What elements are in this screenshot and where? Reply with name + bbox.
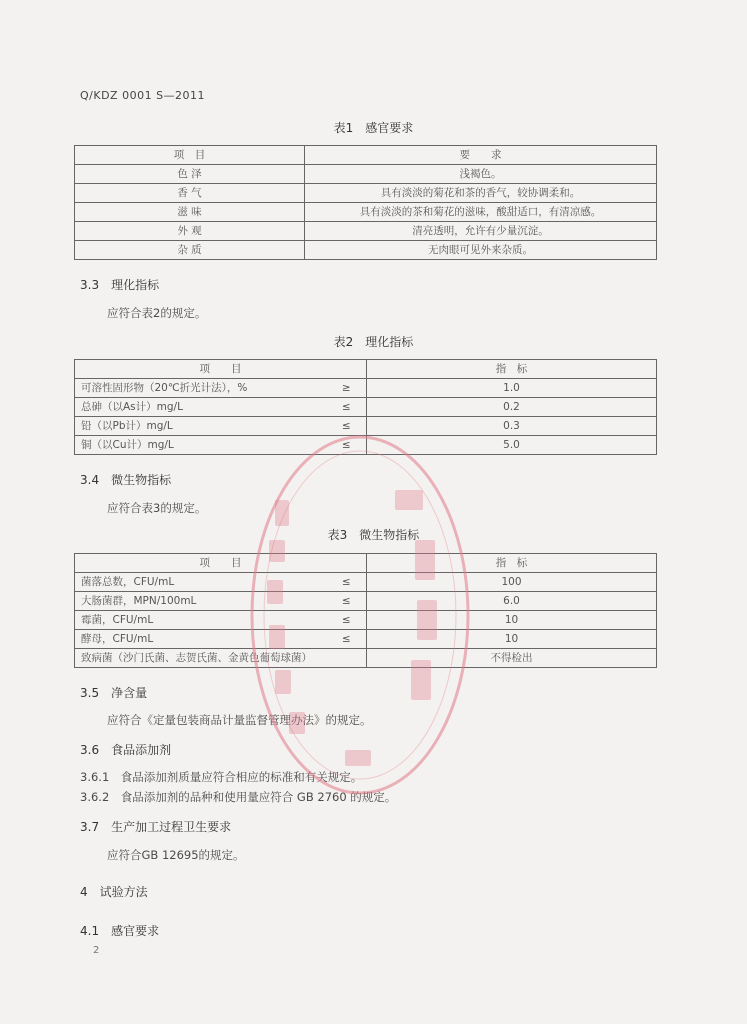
table-cell: 清亮透明，允许有少量沉淀。 [305,222,657,241]
table-row [75,417,657,436]
table-cell: 可溶性固形物（20℃折光计法），% [75,379,327,398]
table-row [75,573,657,592]
table-row [75,165,657,184]
table3-caption: 表3 微生物指标 [327,528,420,542]
table-header-row [75,554,657,573]
section-4-heading: 4 试验方法 [80,885,148,899]
section-3-3-text: 应符合表2的规定。 [107,306,207,320]
table2-header-item: 项 目 [75,360,367,379]
section-3-6-1: 3.6.1 食品添加剂质量应符合相应的标准和有关规定。 [80,770,363,784]
table-cell-value: 1.0 [367,379,657,398]
table-cell-value: 10 [367,630,657,649]
table3-header-item: 项 目 [75,554,367,573]
section-3-4-text: 应符合表3的规定。 [107,501,207,515]
table-cell-operator: ≤ [327,592,367,611]
table2-caption: 表2 理化指标 [333,335,414,349]
table-cell: 致病菌（沙门氏菌、志贺氏菌、金黄色葡萄球菌） [75,649,367,668]
table-row [75,630,657,649]
table-cell: 霉菌，CFU/mL [75,611,327,630]
table-cell: 菌落总数，CFU/mL [75,573,327,592]
table2-header-index: 指 标 [367,360,657,379]
table-cell-operator: ≤ [327,398,367,417]
table-cell-value: 6.0 [367,592,657,611]
table1-header-item: 项 目 [75,146,305,165]
section-3-3-heading: 3.3 理化指标 [80,278,160,292]
section-3-7-heading: 3.7 生产加工过程卫生要求 [80,820,232,834]
table-cell-value: 100 [367,573,657,592]
table-row [75,184,657,203]
table-cell: 铜（以Cu计）mg/L [75,436,327,455]
table-cell-value: 10 [367,611,657,630]
section-3-6-2: 3.6.2 食品添加剂的品种和使用量应符合 GB 2760 的规定。 [80,790,397,804]
section-3-4-heading: 3.4 微生物指标 [80,473,172,487]
table-cell: 铅（以Pb计）mg/L [75,417,327,436]
table-cell-operator: ≤ [327,436,367,455]
table-cell-operator: ≤ [327,630,367,649]
table-cell: 大肠菌群，MPN/100mL [75,592,327,611]
table1-caption: 表1 感官要求 [333,121,414,135]
section-3-6-heading: 3.6 食品添加剂 [80,743,172,757]
table-cell: 杂 质 [75,241,305,260]
table-cell: 香 气 [75,184,305,203]
table-cell-value: 0.3 [367,417,657,436]
section-3-5-heading: 3.5 净含量 [80,686,148,700]
table3 [74,553,657,668]
table-row [75,379,657,398]
page-number: 2 [93,945,100,956]
section-4-1-heading: 4.1 感官要求 [80,924,160,938]
table-cell: 无肉眼可见外来杂质。 [305,241,657,260]
table1 [74,145,657,260]
table-row [75,611,657,630]
table3-header-index: 指 标 [367,554,657,573]
table-row [75,203,657,222]
table2 [74,359,657,455]
table-cell: 总砷（以As计）mg/L [75,398,327,417]
section-3-7-text: 应符合GB 12695的规定。 [107,848,245,862]
table-header-row [75,360,657,379]
table-cell-operator: ≤ [327,417,367,436]
table-row [75,649,657,668]
table-cell-operator: ≤ [327,573,367,592]
table-cell-value: 0.2 [367,398,657,417]
table1-header-req: 要 求 [305,146,657,165]
table-cell: 色 泽 [75,165,305,184]
table-cell-operator: ≥ [327,379,367,398]
table-cell: 具有淡淡的茶和菊花的滋味，酸甜适口，有清凉感。 [305,203,657,222]
standard-code: Q/KDZ 0001 S—2011 [80,89,206,102]
table-header-row [75,146,657,165]
table-row [75,241,657,260]
table-cell: 具有淡淡的菊花和茶的香气，较协调柔和。 [305,184,657,203]
section-3-5-text: 应符合《定量包装商品计量监督管理办法》的规定。 [107,713,372,727]
table-cell: 浅褐色。 [305,165,657,184]
table-cell: 酵母，CFU/mL [75,630,327,649]
table-cell-value: 不得检出 [367,649,657,668]
table-cell: 滋 味 [75,203,305,222]
table-cell: 外 观 [75,222,305,241]
table-row [75,222,657,241]
table-cell-operator: ≤ [327,611,367,630]
table-row [75,398,657,417]
table-row [75,592,657,611]
table-cell-value: 5.0 [367,436,657,455]
table-row [75,436,657,455]
